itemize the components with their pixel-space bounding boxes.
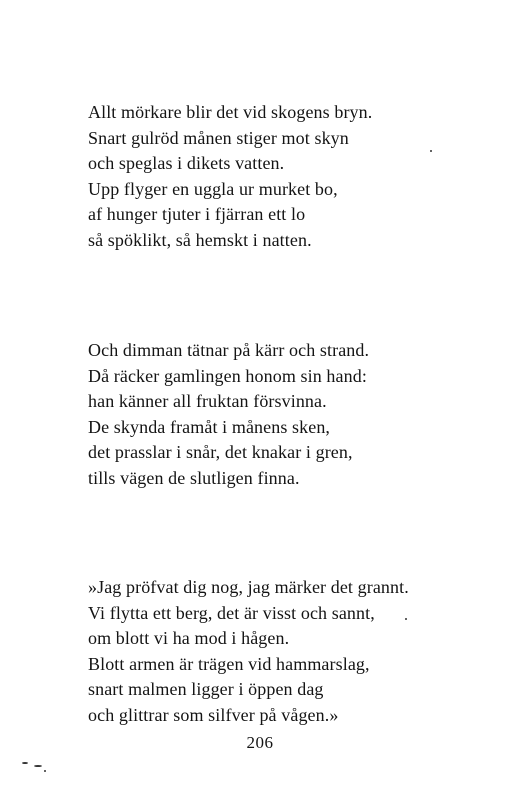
poem-stanza-3 — [88, 575, 409, 729]
poem-stanza-2 — [88, 338, 369, 492]
poem-line: och speglas i dikets vatten. — [88, 153, 285, 174]
poem-line: Och dimman tätnar på kärr och strand. — [88, 340, 370, 360]
scan-speck — [22, 762, 28, 764]
poem-line: han känner all fruktan försvinna. — [88, 391, 327, 412]
poem-line: Snart gulröd månen stiger mot skyn — [88, 127, 349, 148]
poem-line: Vi flytta ett berg, det är visst och sannt, — [88, 602, 375, 623]
page-number: 206 — [246, 733, 274, 752]
poem-line: Upp flyger en uggla ur murket bo, — [88, 178, 338, 199]
poem-line: och glittrar som silfver på vågen.» — [88, 704, 339, 725]
poem-line: Blott armen är trägen vid hammarslag, — [88, 653, 370, 674]
poem-line: Då räcker gamlingen honom sin hand: — [88, 365, 367, 386]
poem-line: »Jag pröfvat dig nog, jag märker det grannt. — [88, 577, 409, 597]
poem-line: det prasslar i snår, det knakar i gren, — [88, 442, 353, 463]
scan-speck — [405, 618, 407, 620]
scan-speck — [44, 770, 46, 772]
poem-line: om blott vi ha mod i hågen. — [88, 628, 290, 649]
poem-line: De skynda framåt i månens sken, — [88, 416, 331, 437]
poem-line: snart malmen ligger i öppen dag — [88, 679, 324, 700]
poem-line: af hunger tjuter i fjärran ett lo — [88, 204, 306, 225]
scan-speck — [34, 765, 42, 767]
poem-line: tills vägen de slutligen finna. — [88, 467, 300, 488]
poem-line: Allt mörkare blir det vid skogens bryn. — [88, 102, 373, 122]
scan-speck — [430, 150, 432, 152]
poem-stanza-1 — [88, 100, 372, 254]
poem-line: så spöklikt, så hemskt i natten. — [88, 229, 312, 250]
